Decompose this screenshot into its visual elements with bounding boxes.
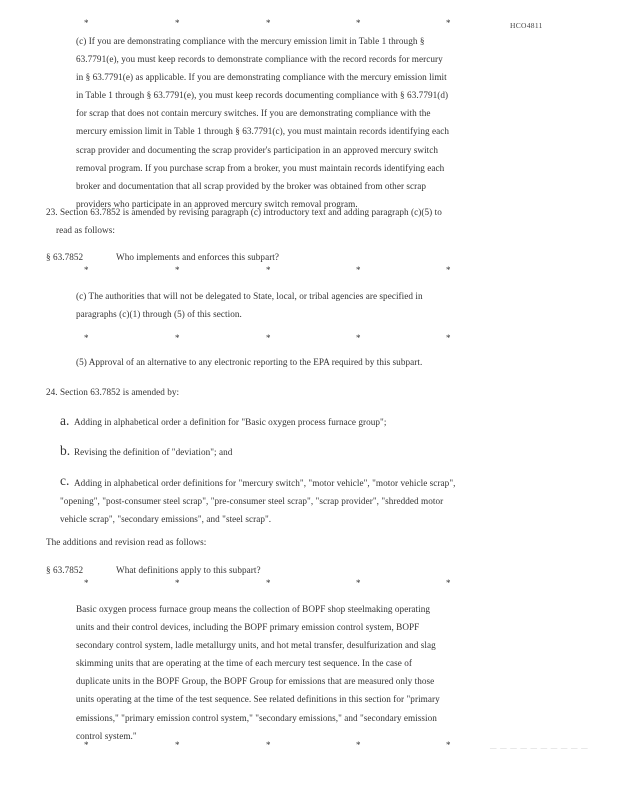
separator-asterisk: * — [446, 740, 451, 750]
separator-asterisk: * — [356, 333, 361, 343]
section-number: § 63.7852 — [46, 252, 84, 262]
separator-asterisk: * — [266, 578, 271, 588]
text-line: skimming units that are operating at the time of each mercury test sequence. In the case of — [76, 658, 412, 669]
text-line: Adding in alphabetical order definitions for "mercury switch", "motor vehicle", "motor vehicle scrap", — [74, 478, 456, 488]
separator-asterisk: * — [446, 18, 451, 28]
separator-asterisk: * — [175, 18, 180, 28]
text-line: 63.7791(e), you must keep records to demonstrate compliance with the record records for mercury — [76, 54, 443, 65]
paragraph-c5: (5) Approval of an alternative to any electronic reporting to the EPA required by this subpart. — [76, 357, 423, 367]
separator-asterisk: * — [175, 265, 180, 275]
list-marker: c. — [60, 473, 70, 488]
text-line: (c) If you are demonstrating compliance with the mercury emission limit in Table 1 through § — [76, 36, 425, 46]
separator-asterisk: * — [356, 265, 361, 275]
text-line: paragraphs (c)(1) through (5) of this section. — [76, 309, 242, 320]
separator-asterisk: * — [446, 578, 451, 588]
list-marker: b. — [60, 443, 71, 458]
amendment-instruction — [46, 203, 442, 239]
text-line: units and their control devices, including the BOPF primary emission control system, BOPF — [76, 622, 420, 633]
separator-asterisk: * — [175, 578, 180, 588]
text-line: emissions," "primary emission control system," "secondary emissions," and "secondary emission — [76, 712, 437, 723]
separator-asterisk: * — [84, 333, 89, 343]
separator-asterisk: * — [84, 265, 89, 275]
text-line: Basic oxygen process furnace group means the collection of BOPF shop steelmaking operating — [76, 604, 431, 614]
separator-asterisk: * — [446, 265, 451, 275]
section-title: What definitions apply to this subpart? — [116, 565, 261, 575]
text-line: read as follows: — [56, 225, 115, 236]
list-marker: a. — [60, 413, 70, 428]
separator-asterisk: * — [266, 333, 271, 343]
text-line: secondary control system, ladle metallurgy units, and hot metal transfer, desulfurization and slag — [76, 640, 436, 651]
separator-asterisk: * — [266, 740, 271, 750]
section-title: Who implements and enforces this subpart? — [116, 252, 280, 262]
paragraph-recordkeeping — [76, 32, 449, 213]
list-item-text: Adding in alphabetical order a definition for "Basic oxygen process furnace group"; — [74, 417, 387, 427]
separator-asterisk: * — [446, 333, 451, 343]
separator-asterisk: * — [356, 18, 361, 28]
text-line: control system." — [76, 730, 137, 741]
text-line: for scrap that does not contain mercury switches. If you are demonstrating compliance with the — [76, 108, 431, 119]
separator-asterisk: * — [84, 18, 89, 28]
text-line: providers who participate in an approved mercury switch removal program. — [76, 198, 358, 209]
separator-asterisk: * — [356, 578, 361, 588]
list-item-text — [60, 474, 455, 528]
text-line: in Table 1 through § 63.7791(e), you must keep records documenting compliance with § 63.7791(d) — [76, 90, 449, 101]
text-line: broker and documentation that all scrap provided by the broker was obtained from other scrap — [76, 180, 427, 191]
text-line: in § 63.7791(e) as applicable. If you are demonstrating compliance with the mercury emission limit — [76, 72, 447, 83]
separator-asterisk: * — [84, 578, 89, 588]
text-line: units operating at the time of the test sequence. See related definitions in this section for "primary — [76, 694, 440, 705]
separator-asterisk: * — [266, 18, 271, 28]
separator-asterisk: * — [266, 265, 271, 275]
footer-text: — — — — — — — — — — — [490, 745, 589, 752]
list-item-text: Revising the definition of "deviation"; and — [74, 447, 233, 457]
separator-asterisk: * — [356, 740, 361, 750]
text-line: vehicle scrap", "secondary emissions", and "steel scrap". — [60, 514, 272, 525]
text-line: removal program. If you purchase scrap from a broker, you must maintain records identifying each — [76, 162, 445, 173]
text-line: 23. Section 63.7852 is amended by revising paragraph (c) introductory text and adding paragraph (c)(5) to — [46, 207, 442, 217]
text-line: (c) The authorities that will not be delegated to State, local, or tribal agencies are specified in — [76, 291, 423, 301]
separator-asterisk: * — [175, 740, 180, 750]
separator-asterisk: * — [84, 740, 89, 750]
additions-intro: The additions and revision read as follows: — [46, 537, 207, 547]
text-line: duplicate units in the BOPF Group, the BOPF Group for emissions that are measured only those — [76, 676, 435, 687]
separator-asterisk: * — [175, 333, 180, 343]
text-line: scrap provider and documenting the scrap provider's participation in an approved mercury switch — [76, 144, 439, 155]
section-number: § 63.7852 — [46, 565, 84, 575]
text-line: mercury emission limit in Table 1 through § 63.7791(c), you must maintain records identifying each — [76, 126, 450, 137]
paragraph-authorities — [76, 287, 423, 323]
document-id: HCO4811 — [510, 21, 543, 30]
amendment-instruction: 24. Section 63.7852 is amended by: — [46, 387, 180, 397]
definition-bopf-group — [76, 600, 440, 745]
text-line: "opening", "post-consumer steel scrap", "pre-consumer steel scrap", "scrap provider", "shredded motor — [60, 496, 444, 507]
